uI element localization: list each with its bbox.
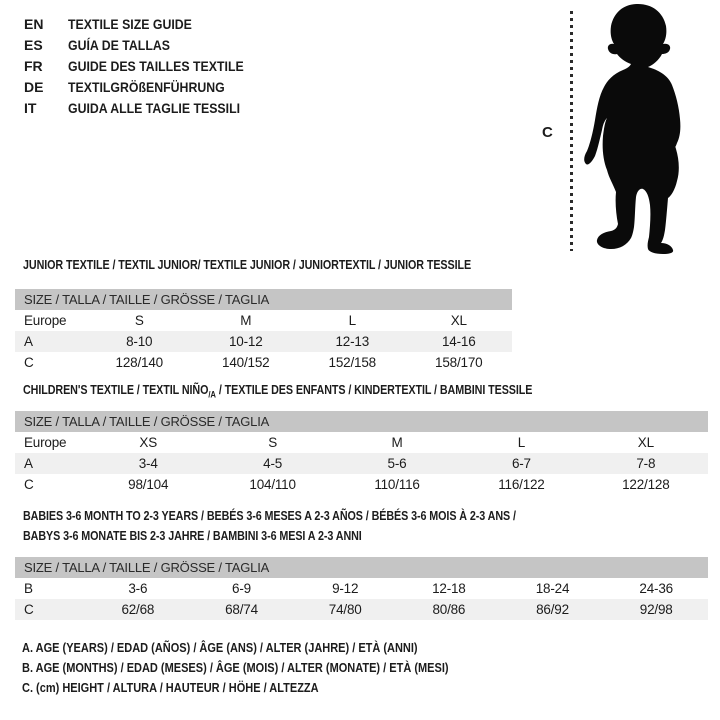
- language-row-it: [24, 97, 268, 118]
- table-cell: XL: [450, 313, 467, 328]
- children-table-title: [23, 383, 532, 400]
- language-row-fr: [24, 55, 268, 76]
- table-row: [15, 578, 708, 599]
- row-label: C: [24, 602, 34, 617]
- language-row-en: [24, 13, 268, 34]
- row-label: B: [24, 581, 33, 596]
- babies-size-table: [15, 557, 708, 620]
- table-cell: M: [240, 313, 252, 328]
- table-row: [15, 352, 512, 373]
- table-cell: 4-5: [263, 456, 283, 471]
- table-cell: 128/140: [115, 355, 163, 370]
- table-cell: XL: [637, 435, 654, 450]
- legend-line-b: B. AGE (MONTHS) / EDAD (MESES) / ÂGE (MOIS) / ALTER (MONATE) / ETÀ (MESI): [22, 661, 449, 675]
- table-cell: 6-9: [232, 581, 251, 596]
- table-row: [15, 432, 708, 453]
- table-cell: S: [268, 435, 278, 450]
- table-cell: 122/128: [622, 477, 670, 492]
- table-cell: 10-12: [228, 334, 263, 349]
- table-cell: 86/92: [536, 602, 569, 617]
- babies-table-title-line2: BABYS 3-6 MONATE BIS 2-3 JAHRE / BAMBINI 3-6 MESI A 2-3 ANNI: [23, 529, 362, 543]
- children-size-table: [15, 411, 708, 495]
- language-label: GUÍA DE TALLAS: [68, 36, 170, 53]
- language-code: FR: [24, 57, 43, 74]
- table-header-band: SIZE / TALLA / TAILLE / GRÖSSE / TAGLIA: [15, 411, 708, 432]
- table-cell: 140/152: [222, 355, 270, 370]
- children-title-suffix: / TEXTILE DES ENFANTS / KINDERTEXTIL / BAMBINI TESSILE: [215, 383, 533, 397]
- table-cell: 152/158: [328, 355, 376, 370]
- measurement-legend: [22, 641, 507, 701]
- babies-table-title-line1: BABIES 3-6 MONTH TO 2-3 YEARS / BEBÉS 3-6 MESES A 2-3 AÑOS / BÉBÉS 3-6 MOIS À 2-3 ANS /: [23, 509, 516, 523]
- table-cell: L: [517, 435, 526, 450]
- table-cell: 110/116: [374, 477, 420, 492]
- table-cell: 62/68: [121, 602, 155, 617]
- table-cell: 14-16: [441, 334, 476, 349]
- table-cell: 68/74: [225, 602, 258, 617]
- table-header-band: SIZE / TALLA / TAILLE / GRÖSSE / TAGLIA: [15, 289, 512, 310]
- table-cell: 12-18: [432, 581, 466, 596]
- table-cell: 12-13: [335, 334, 370, 349]
- legend-line-a: A. AGE (YEARS) / EDAD (AÑOS) / ÂGE (ANS) / ALTER (JAHRE) / ETÀ (ANNI): [22, 641, 418, 655]
- height-measure-dotted-line: [570, 11, 573, 251]
- table-cell: XS: [139, 435, 157, 450]
- table-cell: 5-6: [387, 456, 407, 471]
- children-title-prefix: CHILDREN'S TEXTILE / TEXTIL NIÑO: [23, 383, 209, 397]
- table-cell: L: [348, 313, 356, 328]
- row-label: Europe: [24, 313, 67, 328]
- language-label: GUIDA ALLE TAGLIE TESSILI: [68, 99, 241, 116]
- table-cell: 3-4: [138, 456, 158, 471]
- row-label: C: [24, 477, 34, 492]
- language-code: ES: [24, 36, 43, 53]
- table-row: [15, 599, 708, 620]
- table-cell: M: [391, 435, 403, 450]
- table-cell: 74/80: [328, 602, 362, 617]
- table-cell: S: [134, 313, 144, 328]
- table-cell: 24-36: [639, 581, 673, 596]
- language-row-es: [24, 34, 268, 55]
- table-cell: 3-6: [128, 581, 148, 596]
- table-cell: 116/122: [498, 477, 545, 492]
- table-row: [15, 453, 708, 474]
- table-cell: 7-8: [636, 456, 656, 471]
- table-header-band: SIZE / TALLA / TAILLE / GRÖSSE / TAGLIA: [15, 557, 708, 578]
- row-label: A: [24, 456, 33, 471]
- children-title-subscript: /A: [208, 389, 216, 400]
- language-label: GUIDE DES TAILLES TEXTILE: [68, 57, 244, 74]
- junior-table-title: JUNIOR TEXTILE / TEXTIL JUNIOR/ TEXTILE JUNIOR / JUNIORTEXTIL / JUNIOR TESSILE: [23, 258, 472, 272]
- table-row: [15, 474, 708, 495]
- language-code: DE: [24, 78, 44, 95]
- table-cell: 18-24: [535, 581, 570, 596]
- table-row: [15, 310, 512, 331]
- table-cell: 9-12: [332, 581, 359, 596]
- language-label: TEXTILGRÖßENFÜHRUNG: [68, 78, 225, 95]
- language-label: TEXTILE SIZE GUIDE: [68, 15, 192, 32]
- table-cell: 104/110: [249, 477, 296, 492]
- row-label: Europe: [24, 435, 67, 450]
- table-row: [15, 331, 512, 352]
- junior-size-table: [15, 289, 512, 373]
- table-cell: 158/170: [435, 355, 483, 370]
- table-cell: 6-7: [511, 456, 531, 471]
- height-measure-label: C: [542, 124, 553, 141]
- table-cell: 8-10: [126, 334, 153, 349]
- row-label: A: [24, 334, 33, 349]
- table-cell: 80/86: [432, 602, 466, 617]
- row-label: C: [24, 355, 34, 370]
- language-code: EN: [24, 15, 44, 32]
- language-code: IT: [24, 99, 37, 116]
- table-cell: 92/98: [639, 602, 673, 617]
- language-title-list: [24, 13, 268, 118]
- table-cell: 98/104: [128, 477, 169, 492]
- legend-line-c: C. (cm) HEIGHT / ALTURA / HAUTEUR / HÖHE / ALTEZZA: [22, 681, 319, 695]
- toddler-silhouette-image: [578, 2, 702, 254]
- language-row-de: [24, 76, 268, 97]
